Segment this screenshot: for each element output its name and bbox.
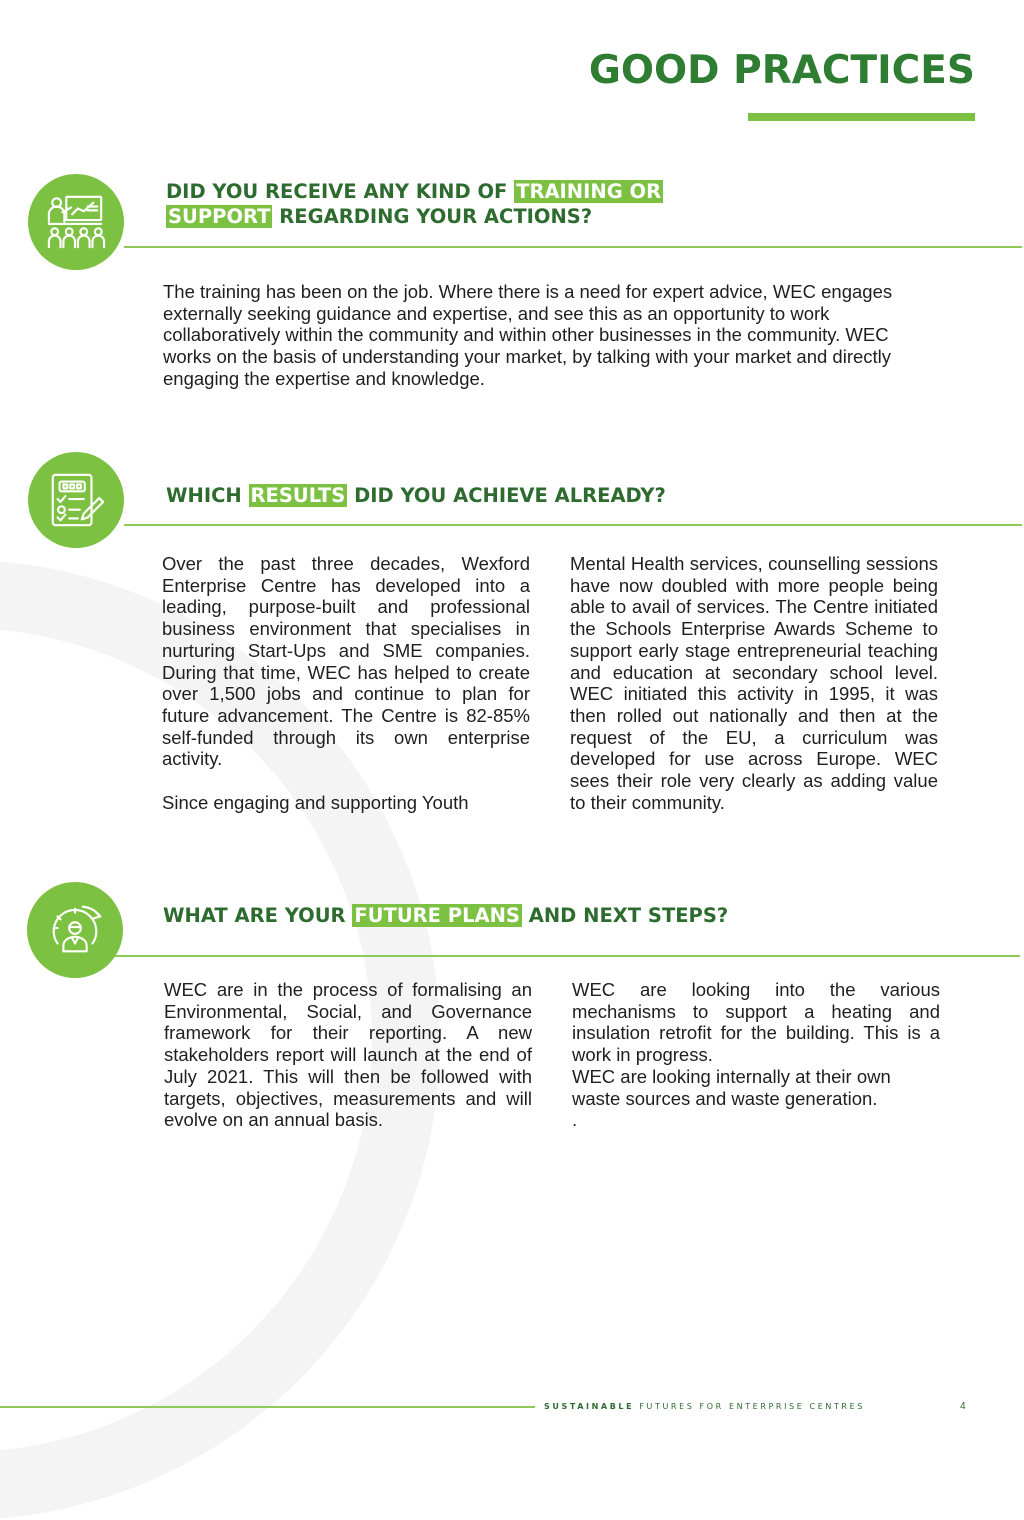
results-paragraph: Since engaging and supporting Youth bbox=[162, 791, 469, 813]
section-divider bbox=[124, 246, 1022, 248]
section-divider bbox=[124, 524, 1022, 526]
heading-highlight: SUPPORT bbox=[168, 205, 271, 228]
checklist-document-icon bbox=[28, 452, 124, 548]
heading-text: WHICH bbox=[166, 484, 249, 507]
plans-column-left bbox=[164, 979, 532, 1131]
section-heading-training bbox=[166, 179, 663, 229]
section-heading-future-plans bbox=[163, 903, 728, 928]
presentation-teamwork-icon bbox=[28, 174, 124, 270]
plans-paragraph: WEC are looking internally at their own waste sources and waste generation. bbox=[572, 1065, 891, 1109]
results-paragraph: Over the past three decades, Wexford Enterprise Centre has developed into a leading, purpose-built and professional business environment that specialises in nurturing Start-Ups and SME companies. During that time, WEC has helped to create over 1,500 jobs and continue to plan for future advancement. The Centre is 82-85% self-funded through its own enterprise activity. bbox=[162, 553, 530, 770]
results-paragraph: Mental Health services, counselling sessions have now doubled with more people being able to avail of services. The Centre initiated the Schools Enterprise Awards Scheme to support early stage entrepreneurial teaching and education at secondary school level. WEC initiated this activity in 1995, it was then rolled out nationally and then at the request of the EU, a curriculum was developed for use across Europe. WEC sees their role very clearly as adding value to their community. bbox=[570, 553, 938, 813]
section-heading-results bbox=[166, 483, 666, 508]
plans-paragraph: WEC are in the process of formalising an Environmental, Social, and Governance framework for their reporting. A new stakeholders report will launch at the end of July 2021. This will then be followed with targets, objectives, measurements and will evolve on an annual basis. bbox=[164, 979, 532, 1131]
footer-project-name bbox=[544, 1402, 865, 1411]
heading-text: REGARDING YOUR ACTIONS? bbox=[272, 205, 593, 228]
heading-text: AND NEXT STEPS? bbox=[521, 904, 729, 927]
heading-text: DID YOU RECEIVE ANY KIND OF bbox=[166, 180, 515, 203]
results-column-left bbox=[162, 553, 530, 813]
training-body-text: The training has been on the job. Where there is a need for expert advice, WEC engages externally seeking guidance and expertise, and see this as an opportunity to work collaboratively within the community and within other businesses in the community. WEC works on the basis of understanding your market, by talking with your market and directly engaging the expertise and knowledge. bbox=[163, 281, 893, 389]
heading-highlight: TRAINING OR bbox=[516, 180, 662, 203]
title-underline bbox=[748, 113, 975, 121]
plans-paragraph: . bbox=[572, 1109, 578, 1131]
results-column-right bbox=[570, 553, 938, 813]
page-number: 4 bbox=[960, 1401, 966, 1412]
footer-rule bbox=[0, 1406, 535, 1408]
footer-rest: FUTURES FOR ENTERPRISE CENTRES bbox=[639, 1402, 865, 1411]
heading-text: WHAT ARE YOUR bbox=[163, 904, 353, 927]
section-divider bbox=[115, 955, 1020, 957]
plans-column-right bbox=[572, 979, 940, 1131]
plans-paragraph: WEC are looking into the various mechanisms to support a heating and insulation retrofit for the building. This is a work in progress. bbox=[572, 979, 940, 1066]
heading-text: DID YOU ACHIEVE ALREADY? bbox=[347, 484, 666, 507]
heading-highlight: FUTURE PLANS bbox=[354, 904, 520, 927]
person-progress-gauge-icon bbox=[27, 882, 123, 978]
page-title: GOOD PRACTICES bbox=[588, 48, 975, 93]
footer-bold-word: SUSTAINABLE bbox=[544, 1402, 635, 1411]
heading-highlight: RESULTS bbox=[250, 484, 346, 507]
